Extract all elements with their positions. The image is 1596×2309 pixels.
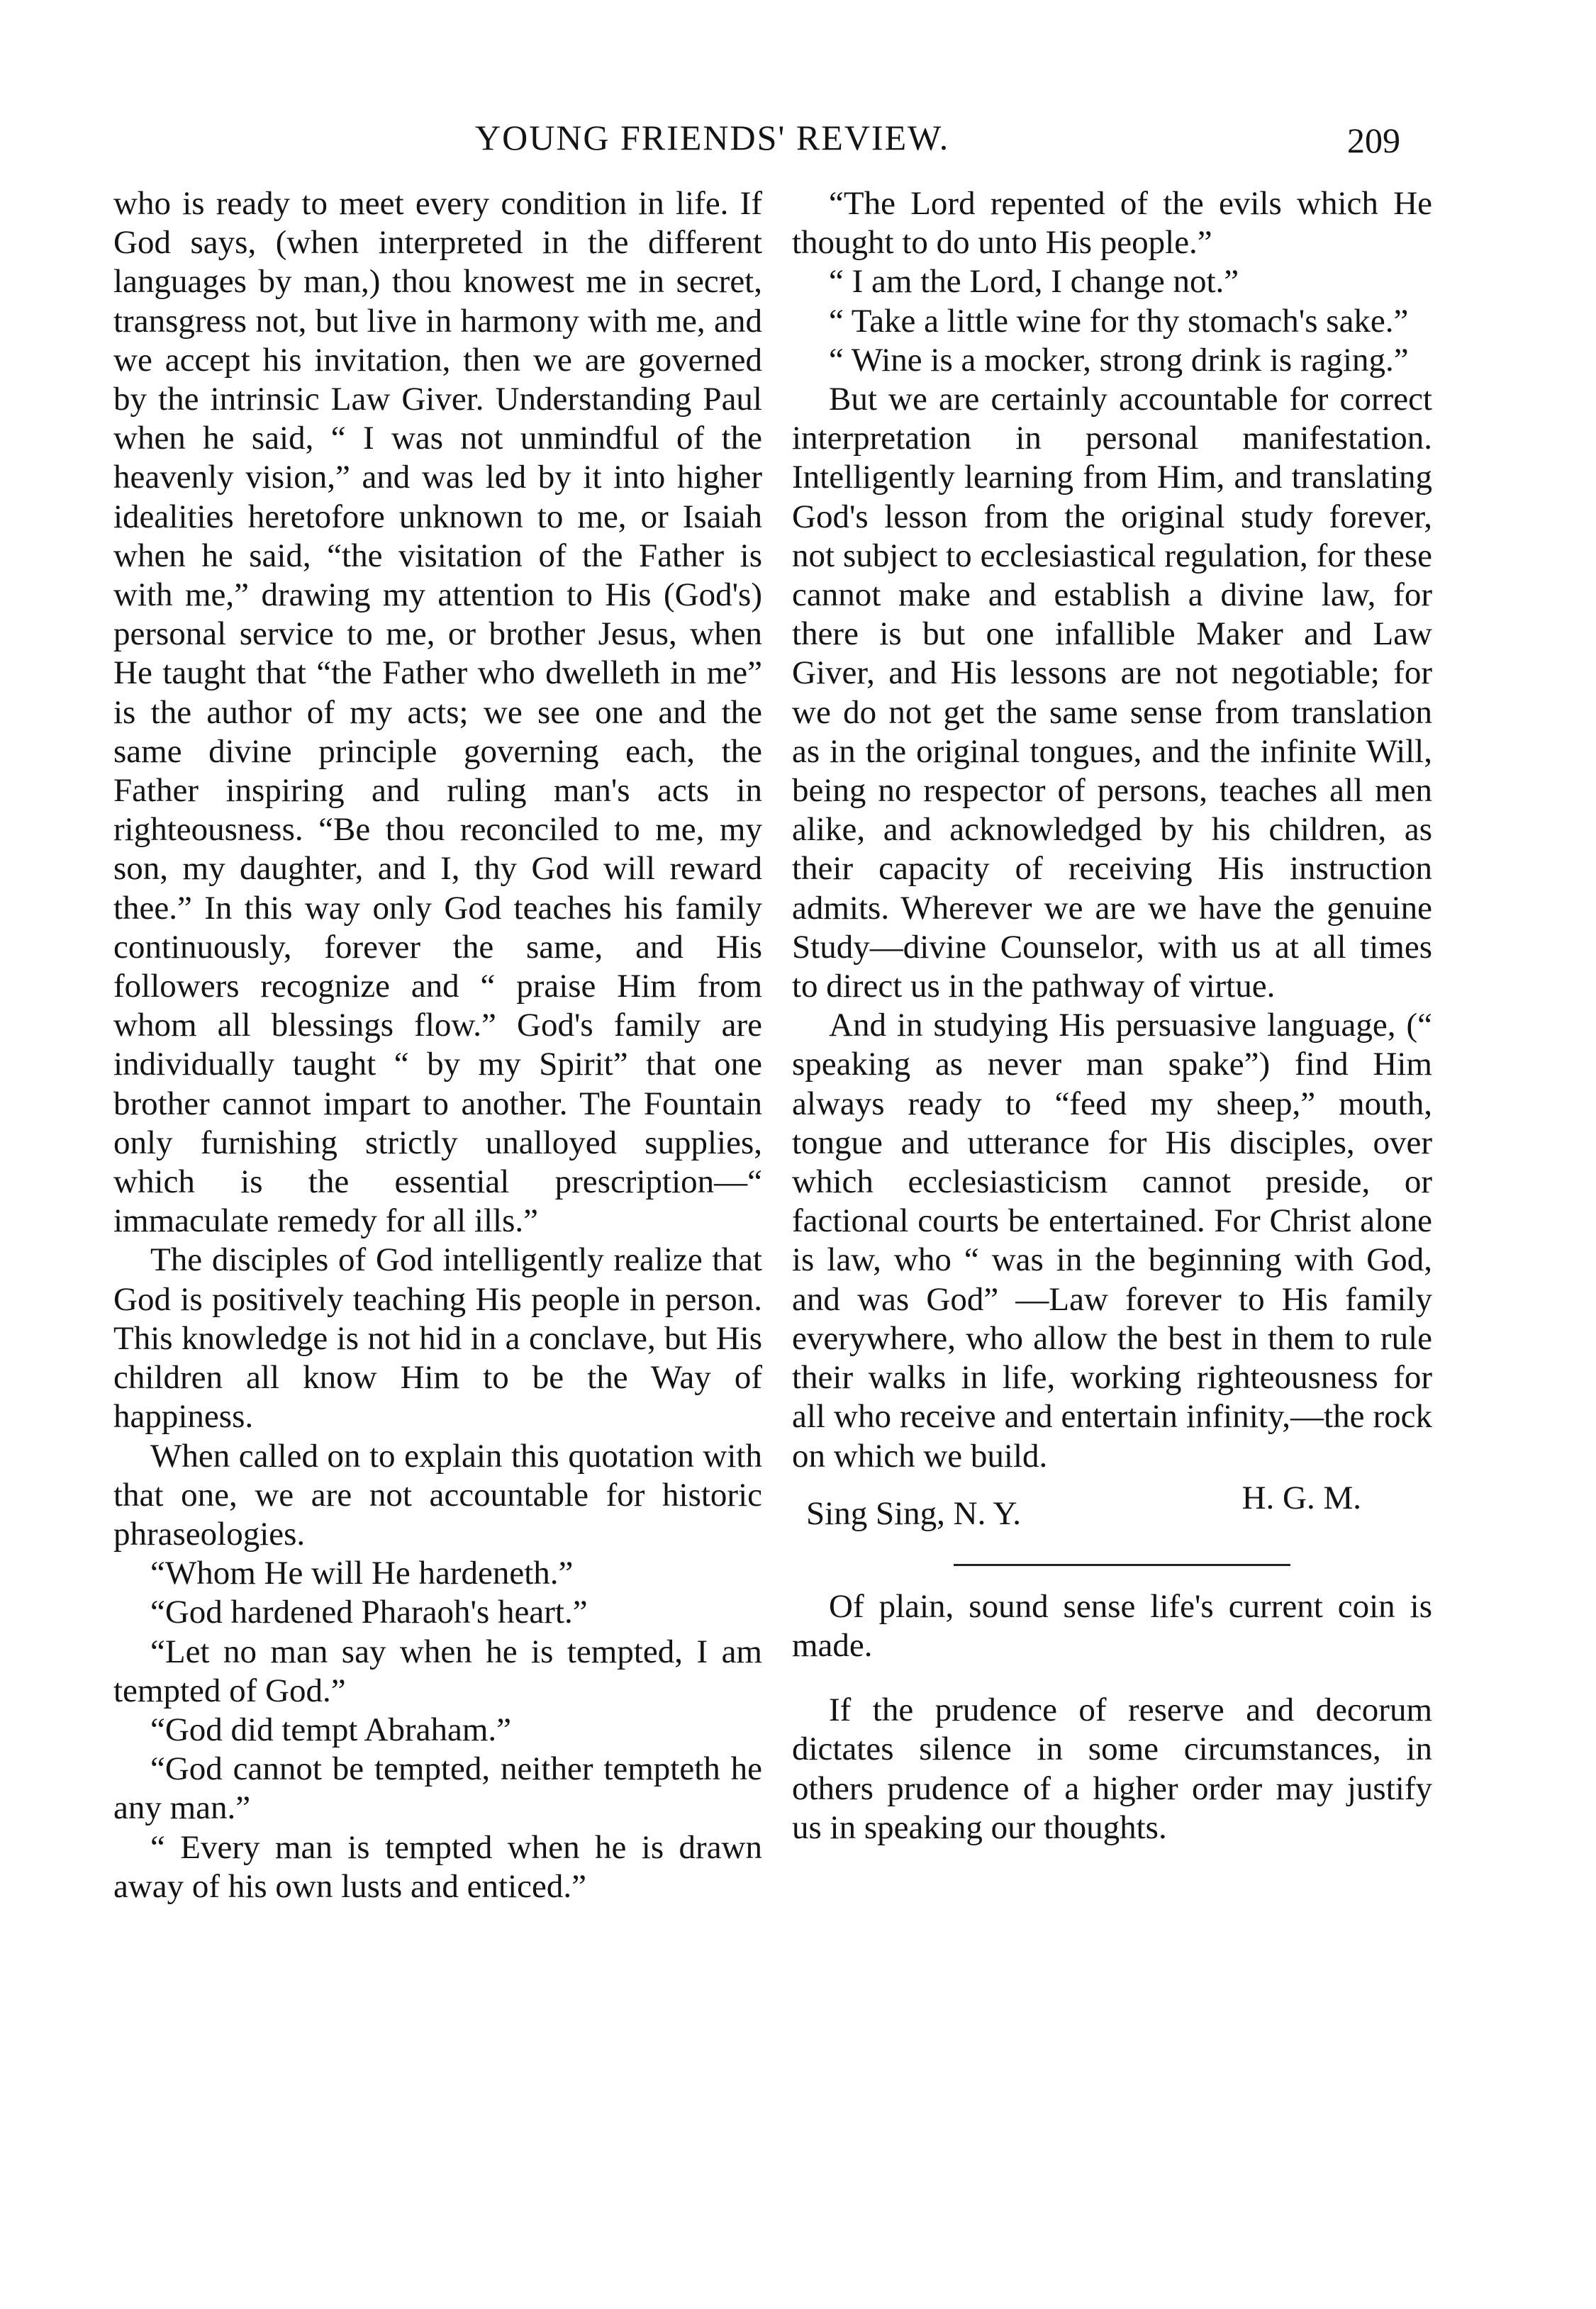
filler-paragraph: Of plain, sound sense life's current coin is made.: [792, 1587, 1432, 1664]
running-title: YOUNG FRIENDS' REVIEW.: [475, 118, 950, 157]
paragraph: The disciples of God intelligently realize that God is positively teaching His people in person. This knowledge is not hid in a conclave, but His children all know Him to be the Way of happiness.: [113, 1241, 762, 1436]
paragraph: And in studying His persuasive language, (“ speaking as never man spake”) find Him always ready to “feed my sheep,” mouth, tongue and utterance for His disciples, over which ecclesiasticism cannot preside, or factional courts be entertained. For Christ alone is law, who “ was in the beginning with God, and was God” —Law forever to His family everywhere, who allow the best in them to rule their walks in life, working righteousness for all who receive and entertain infinity,—the rock on which we build.: [792, 1007, 1432, 1475]
quotation: “ Every man is tempted when he is drawn away of his own lusts and enticed.”: [113, 1828, 762, 1905]
paragraph: But we are certainly accountable for correct interpretation in personal manifestation. Intelligently learning from Him, and translating God's lesson from the original study forever, not subject to ecclesiastical regulation, for these cannot make and establish a divine law, for there is but one infallible Maker and Law Giver, and His lessons are not negotiable; for we do not get the same sense from translation as in the original tongues, and the infinite Will, being no respector of persons, teaches all men alike, and acknowledged by his children, as their capacity of receiving His instruction admits. Wherever we are we have the genuine Study—divine Counselor, with us at all times to direct us in the pathway of virtue.: [792, 381, 1432, 1005]
page-number: 209: [1347, 121, 1400, 160]
paragraph: who is ready to meet every condition in life. If God says, (when interpreted in the different languages by man,) thou knowest me in secret, transgress not, but live in harmony with me, and we accept his invitation, then we are governed by the intrinsic Law Giver. Understanding Paul when he said, “ I was not unmindful of the heavenly vision,” and was led by it into higher idealities heretofore unknown to me, or Isaiah when he said, “the visitation of the Father is with me,” drawing my attention to His (God's) personal service to me, or brother Jesus, when He taught that “the Father who dwelleth in me” is the author of my acts; we see one and the same divine principle governing each, the Father inspiring and ruling man's acts in righteousness. “Be thou reconciled to me, my son, my daughter, and I, thy God will reward thee.” In this way only God teaches his family continuously, forever the same, and His followers recognize and “ praise Him from whom all blessings flow.” God's family are individually taught “ by my Spirit” that one brother cannot impart to another. The Fountain only furnishing strictly unalloyed supplies, which is the essential prescription—“ immaculate remedy for all ills.”: [113, 185, 762, 1240]
quotation: “ Wine is a mocker, strong drink is raging.”: [829, 341, 1409, 379]
signature: [792, 1479, 1432, 1533]
page-header: [0, 117, 1596, 167]
quotation: “Whom He will He hardeneth.”: [150, 1555, 574, 1592]
quotation: “ I am the Lord, I change not.”: [829, 263, 1239, 301]
filler-paragraph: If the prudence of reserve and decorum dictates silence in some circumstances, in others prudence of a higher order may justify us in speaking our thoughts.: [792, 1692, 1432, 1846]
paragraph: When called on to explain this quotation with that one, we are not accountable for historic phraseologies.: [113, 1437, 762, 1553]
signature-place: Sing Sing, N. Y.: [806, 1494, 1021, 1532]
quotation: “God cannot be tempted, neither tempteth he any man.”: [113, 1750, 762, 1827]
left-column: [113, 184, 762, 1906]
quotation: “God hardened Pharaoh's heart.”: [150, 1594, 588, 1631]
spacer: [792, 1566, 1432, 1587]
spacer: [792, 1665, 1432, 1691]
quotation: “God did tempt Abraham.”: [150, 1711, 512, 1748]
quotation: “The Lord repented of the evils which He thought to do unto His people.”: [792, 185, 1432, 262]
right-column: [792, 184, 1432, 1847]
quotation: “ Take a little wine for thy stomach's sake.”: [829, 302, 1409, 340]
quotation: “Let no man say when he is tempted, I am tempted of God.”: [113, 1633, 762, 1709]
signature-initials: H. G. M.: [1241, 1479, 1361, 1516]
